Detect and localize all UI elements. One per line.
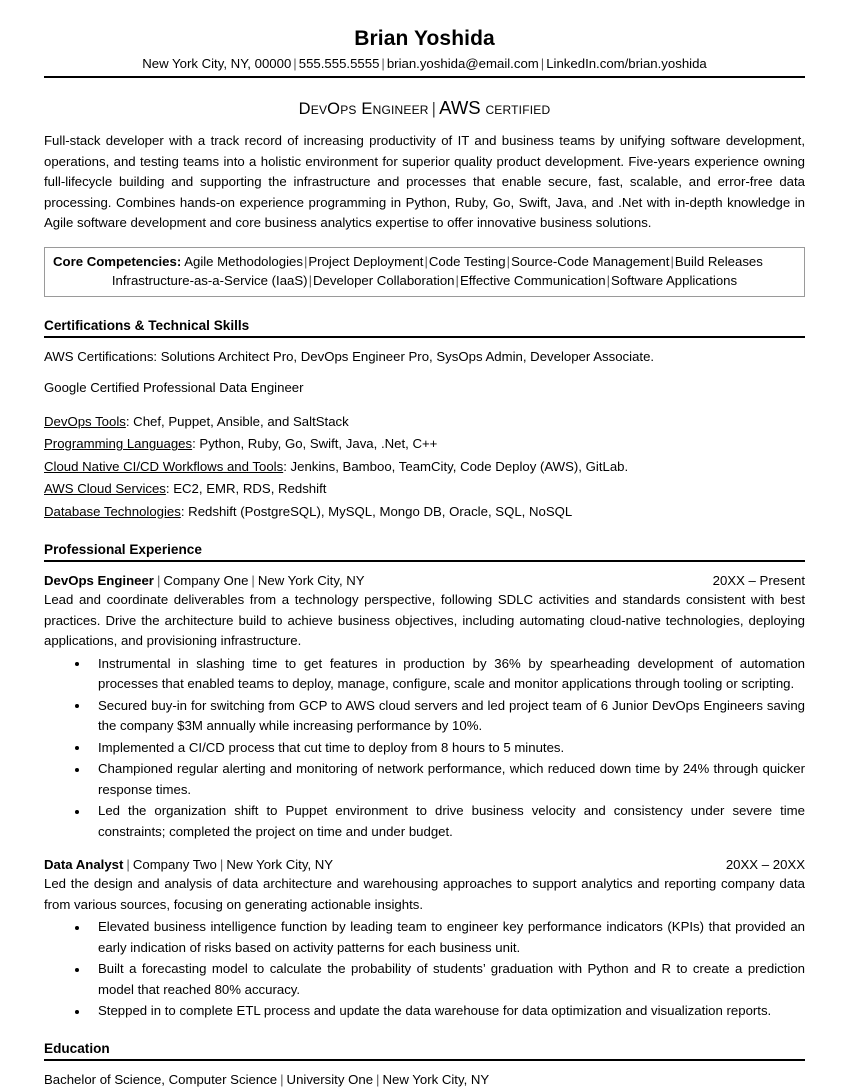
skill-line: [44, 433, 805, 456]
contact-phone: 555.555.5555: [298, 56, 380, 71]
skill-label: Programming Languages: [44, 436, 193, 451]
job-header: [44, 571, 805, 590]
section-heading-education: Education: [44, 1040, 805, 1061]
skill-line: [44, 456, 805, 479]
job-bullet: Elevated business intelligence function by leading team to engineer key performance indicators (KPIs) that provided an early indication of risks based on activity patterns for each business unit.: [44, 917, 805, 958]
core-competency-item: Code Testing: [428, 253, 506, 269]
job-identity: [44, 855, 333, 874]
job-dates: 20XX – 20XX: [725, 857, 805, 872]
skill-value: : Jenkins, Bamboo, TeamCity, Code Deploy (AWS), GitLab.: [283, 458, 629, 474]
skill-line: [44, 478, 805, 501]
professional-headline: [44, 98, 805, 119]
certifications-section: [44, 317, 805, 524]
job-bullet: Implemented a CI/CD process that cut time to deploy from 8 hours to 5 minutes.: [44, 738, 805, 759]
skill-value: : Redshift (PostgreSQL), MySQL, Mongo DB, Oracle, SQL, NoSQL: [180, 503, 573, 519]
job-bullet: Instrumental in slashing time to get features in production by 36% by spearheading development of automation processes that enabled teams to deploy, manage, configure, scale and monitor applications through tooling or scripting.: [44, 654, 805, 695]
competency-separator: |: [308, 273, 313, 288]
core-competency-item: Infrastructure-as-a-Service (IaaS): [111, 273, 308, 288]
job-bullet-list: [44, 654, 805, 843]
education-school: University One: [286, 1071, 374, 1087]
job-bullet: Secured buy-in for switching from GCP to AWS cloud servers and led project team of 6 Junior DevOps Engineers saving the company $3M annually while increasing performance by 10%.: [44, 696, 805, 737]
job-separator: |: [251, 573, 255, 588]
core-competencies-row-2: [53, 271, 796, 291]
core-competency-item: Source-Code Management: [511, 253, 670, 269]
job-location: New York City, NY: [257, 573, 365, 588]
skill-label: Database Technologies: [44, 503, 181, 519]
skill-label: AWS Cloud Services: [44, 481, 166, 496]
contact-separator-3: |: [540, 56, 545, 71]
competency-separator: |: [455, 273, 459, 288]
headline-cert-brand: AWS: [439, 97, 481, 118]
experience-entry: [44, 855, 805, 1022]
education-section: [44, 1040, 805, 1090]
skill-value: : Chef, Puppet, Ansible, and SaltStack: [125, 413, 349, 429]
job-bullet-list: [44, 917, 805, 1022]
core-competency-item: Project Deployment: [308, 253, 424, 269]
job-location: New York City, NY: [226, 857, 334, 872]
education-location: New York City, NY: [382, 1071, 490, 1087]
competency-separator: |: [606, 273, 610, 288]
job-company: Company One: [163, 573, 249, 588]
job-dates: 20XX – Present: [712, 573, 805, 588]
skill-line: [44, 501, 805, 524]
core-competencies-label: Core Competencies:: [53, 253, 182, 269]
core-competency-item: Effective Communication: [459, 273, 606, 288]
skill-label: Cloud Native CI/CD Workflows and Tools: [44, 458, 284, 474]
job-description: Lead and coordinate deliverables from a technology perspective, following SDLC activities and standards consistent with best practices. Drive the architecture build to achieve business objectives, including automating cloud-native technologies, deploying applications, and provisioning infrastructure.: [44, 592, 805, 648]
education-entry: [44, 1070, 805, 1090]
core-competencies-box: [44, 247, 805, 297]
competency-separator: |: [424, 253, 428, 269]
job-bullet: Led the organization shift to Puppet environment to drive business velocity and consistency under severe time constraints; completed the project on time and under budget.: [44, 801, 805, 842]
section-heading-experience: Professional Experience: [44, 541, 805, 562]
competency-separator: |: [670, 253, 674, 269]
skill-line: [44, 411, 805, 434]
certification-line: AWS Certifications: Solutions Architect Pro, DevOps Engineer Pro, SysOps Admin, Developer Associate.: [44, 348, 655, 364]
job-bullet: Stepped in to complete ETL process and update the data warehouse for data optimization and visualization reports.: [44, 1001, 805, 1022]
headline-separator: |: [431, 100, 437, 118]
candidate-name: Brian Yoshida: [354, 27, 495, 50]
job-description: Led the design and analysis of data architecture and warehousing approaches to support analytics and reporting company data from various sources, focusing on generating actionable insights.: [44, 876, 805, 912]
core-competency-item: Developer Collaboration: [313, 273, 455, 288]
skill-label: DevOps Tools: [44, 413, 126, 429]
education-degree: Bachelor of Science, Computer Science: [44, 1071, 278, 1087]
job-identity: [44, 571, 365, 590]
header-divider: [44, 76, 805, 78]
job-header: [44, 855, 805, 874]
headline-cert-word: certified: [485, 100, 551, 118]
job-separator: |: [126, 857, 130, 872]
contact-linkedin[interactable]: LinkedIn.com/brian.yoshida: [546, 56, 707, 71]
skill-value: : Python, Ruby, Go, Swift, Java, .Net, C++: [192, 436, 438, 451]
core-competency-item: Agile Methodologies: [184, 253, 303, 269]
certification-line: Google Certified Professional Data Engineer: [44, 379, 304, 395]
section-heading-certifications: Certifications & Technical Skills: [44, 317, 805, 338]
experience-entry: [44, 571, 805, 842]
contact-separator-1: |: [293, 56, 297, 71]
education-separator: |: [280, 1071, 284, 1087]
resume-header: [44, 26, 805, 78]
core-competencies-row-1: [53, 252, 796, 272]
job-bullet: Championed regular alerting and monitoring of network performance, which reduced down time by 24% through quicker response times.: [44, 759, 805, 800]
contact-email[interactable]: brian.yoshida@email.com: [386, 56, 539, 71]
job-title: Data Analyst: [44, 857, 124, 872]
core-competency-item: Build Releases: [674, 253, 763, 269]
job-separator: |: [219, 857, 224, 872]
headline-role: DevOps Engineer: [298, 100, 429, 118]
contact-separator-2: |: [381, 56, 385, 71]
competency-separator: |: [506, 253, 511, 269]
job-bullet: Built a forecasting model to calculate the probability of students’ graduation with Python and R to create a prediction model that reached 80% accuracy.: [44, 959, 805, 1000]
job-separator: |: [156, 573, 161, 588]
contact-location: New York City, NY, 00000: [142, 56, 292, 71]
skill-value: : EC2, EMR, RDS, Redshift: [165, 481, 327, 496]
job-title: DevOps Engineer: [44, 573, 154, 588]
professional-summary: Full-stack developer with a track record of increasing productivity of IT and business teams by unifying software development, operations, and testing teams into a holistic environment for superior quality product development. Five-years experience owning full-lifecycle building and supporting the infrastructure and processes that enable secure, fast, scalable, and error-free data processing. Combines hands-on experience programming in Python, Ruby, Go, Swift, Java, and .Net with in-depth knowledge in Agile software development and core business analytics expertise to offer innovative business solutions.: [44, 133, 805, 230]
education-separator: |: [376, 1071, 380, 1087]
job-company: Company Two: [132, 857, 217, 872]
competency-separator: |: [303, 253, 308, 269]
core-competency-item: Software Applications: [611, 273, 738, 288]
technical-skills-list: [44, 411, 805, 524]
experience-section: [44, 541, 805, 1022]
contact-line: [44, 55, 805, 72]
